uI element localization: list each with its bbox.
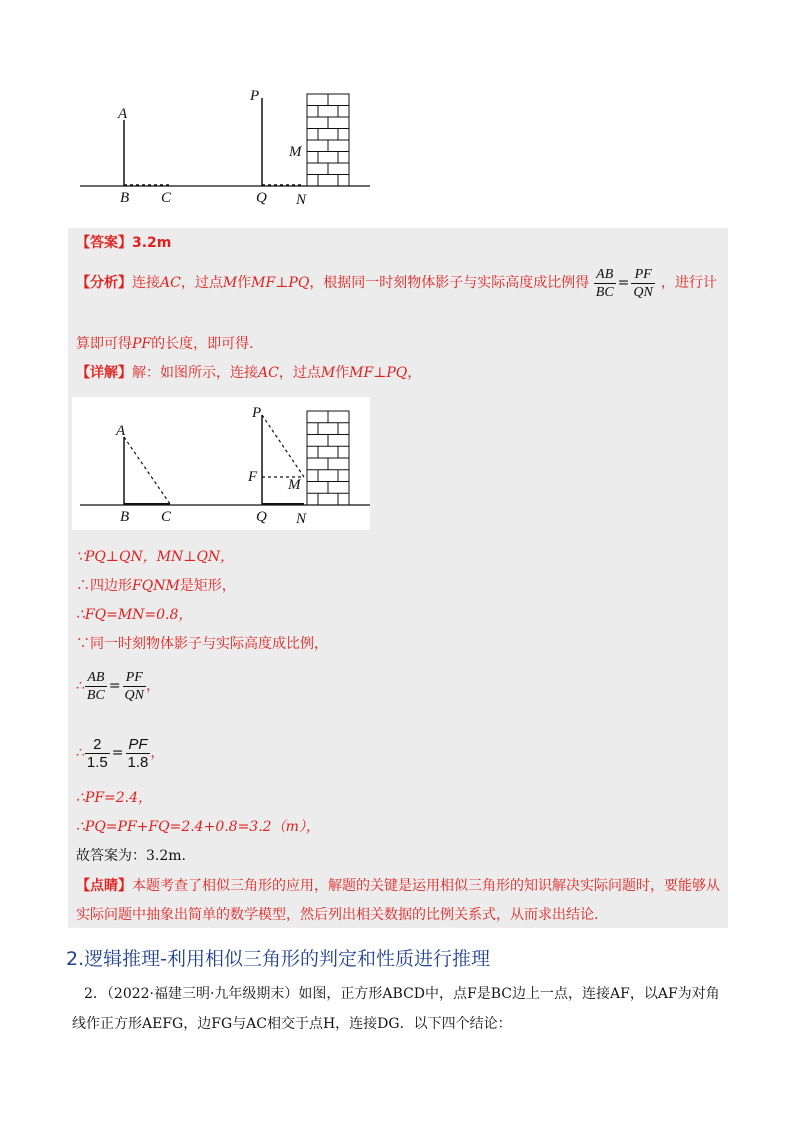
problem-line-2: 线作正方形AEFG，边FG与AC相交于点H，连接DG．以下四个结论：: [72, 1016, 512, 1032]
fraction-pf-1-8: $\frac{PF}{1.8}$: [127, 735, 149, 771]
analysis-text: 连接: [132, 275, 160, 291]
analysis-text: 作: [237, 275, 252, 291]
dashed-pm: [262, 415, 304, 477]
comment-line-1: 【点睛】本题考查了相似三角形的应用，解题的关键是运用相似三角形的知识解决实际问题时，要能够从: [76, 878, 720, 894]
analysis-m: M: [222, 275, 238, 291]
label-q: Q: [256, 190, 267, 206]
analysis-ac: AC: [160, 275, 181, 291]
step-4: ∵同一时刻物体影子与实际高度成比例，: [76, 636, 328, 652]
label-c: C: [161, 190, 172, 206]
step-1: ∵PQ⊥QN，MN⊥QN，: [76, 549, 235, 565]
fraction-pf-qn: $\frac{PF}{QN}$: [633, 266, 653, 300]
analysis-text: ，过点: [180, 275, 223, 291]
answer-value: 3.2m: [132, 235, 172, 251]
answer-line: [76, 233, 171, 253]
step-3: ∴FQ=MN=0.8，: [76, 607, 193, 623]
analysis-text: 算即可得: [76, 336, 132, 352]
fraction-2-1-5: $\frac{2}{1.5}$: [86, 735, 108, 771]
detail-text: 解：如图所示，连接: [132, 365, 258, 381]
brick-wall: [307, 94, 349, 186]
step-8: ∴PQ=PF+FQ=2.4+0.8=3.2（m），: [76, 819, 320, 835]
step-6: ∴ $\frac{2}{1.5}$ = $\frac{PF}{1.8}$ ，: [76, 735, 165, 771]
step-9: 故答案为：3.2m.: [76, 848, 186, 864]
analysis-text: ，进行计: [660, 275, 717, 291]
label-b: B: [120, 190, 130, 206]
answer-tag: 【答案】: [76, 235, 132, 251]
fraction-pf-qn: $\frac{PF}{QN}$: [124, 669, 144, 703]
label-p: P: [250, 88, 260, 104]
label-m: M: [289, 144, 302, 160]
label-a: A: [118, 106, 128, 122]
label-n: N: [296, 511, 307, 527]
detail-text: ，: [407, 365, 422, 381]
detail-tag: 【详解】: [76, 365, 132, 381]
problem-line-1: 2．（2022·福建三明·九年级期末）如图，正方形ABCD中，点F是BC边上一点，连接AF，以AF为对角: [84, 986, 720, 1002]
analysis-line-1: [76, 261, 717, 305]
fraction-ab-bc: $\frac{AB}{BC}$: [86, 669, 105, 703]
section-heading: 2.逻辑推理-利用相似三角形的判定和性质进行推理: [66, 948, 490, 970]
dashed-ac: [124, 437, 170, 504]
comment-tag: 【点睛】: [76, 878, 132, 894]
step-2: ∴四边形FQNM是矩形，: [76, 578, 236, 594]
label-f: F: [248, 469, 258, 485]
label-c: C: [161, 509, 172, 525]
brick-wall: [307, 411, 349, 505]
label-q: Q: [256, 509, 267, 525]
label-p: P: [252, 405, 262, 421]
comment-line-2: 实际问题中抽象出简单的数学模型，然后列出相关数据的比例关系式，从而求出结论.: [76, 907, 599, 923]
figure-2: [72, 397, 370, 530]
detail-ac: AC: [258, 365, 279, 381]
label-b: B: [120, 509, 130, 525]
analysis-mf: MF: [251, 275, 276, 291]
analysis-line-2: [76, 334, 254, 354]
step-7: ∴PF=2.4，: [76, 790, 153, 806]
analysis-pf: PF: [132, 336, 152, 352]
analysis-text: ，根据同一时刻物体影子与实际高度成比例得: [309, 275, 590, 291]
label-a: A: [116, 423, 126, 439]
detail-intro: [76, 363, 421, 383]
step-5: ∴ $\frac{AB}{BC}$ = $\frac{PF}{QN}$ ，: [76, 669, 160, 703]
fraction-ab-bc: $\frac{AB}{BC}$: [595, 266, 614, 300]
analysis-perp: ⊥: [275, 275, 289, 291]
detail-text: ，过点: [278, 365, 321, 381]
analysis-tag: 【分析】: [76, 275, 132, 291]
analysis-text: 的长度，即可得.: [151, 336, 254, 352]
detail-m: M: [320, 365, 336, 381]
equals-sign: =: [617, 275, 630, 291]
analysis-pq: PQ: [288, 275, 310, 291]
label-m: M: [288, 477, 301, 493]
detail-text: 作: [335, 365, 350, 381]
detail-mfpq: MF⊥PQ: [349, 365, 408, 381]
figure-1: [80, 80, 380, 210]
label-n: N: [296, 192, 307, 208]
